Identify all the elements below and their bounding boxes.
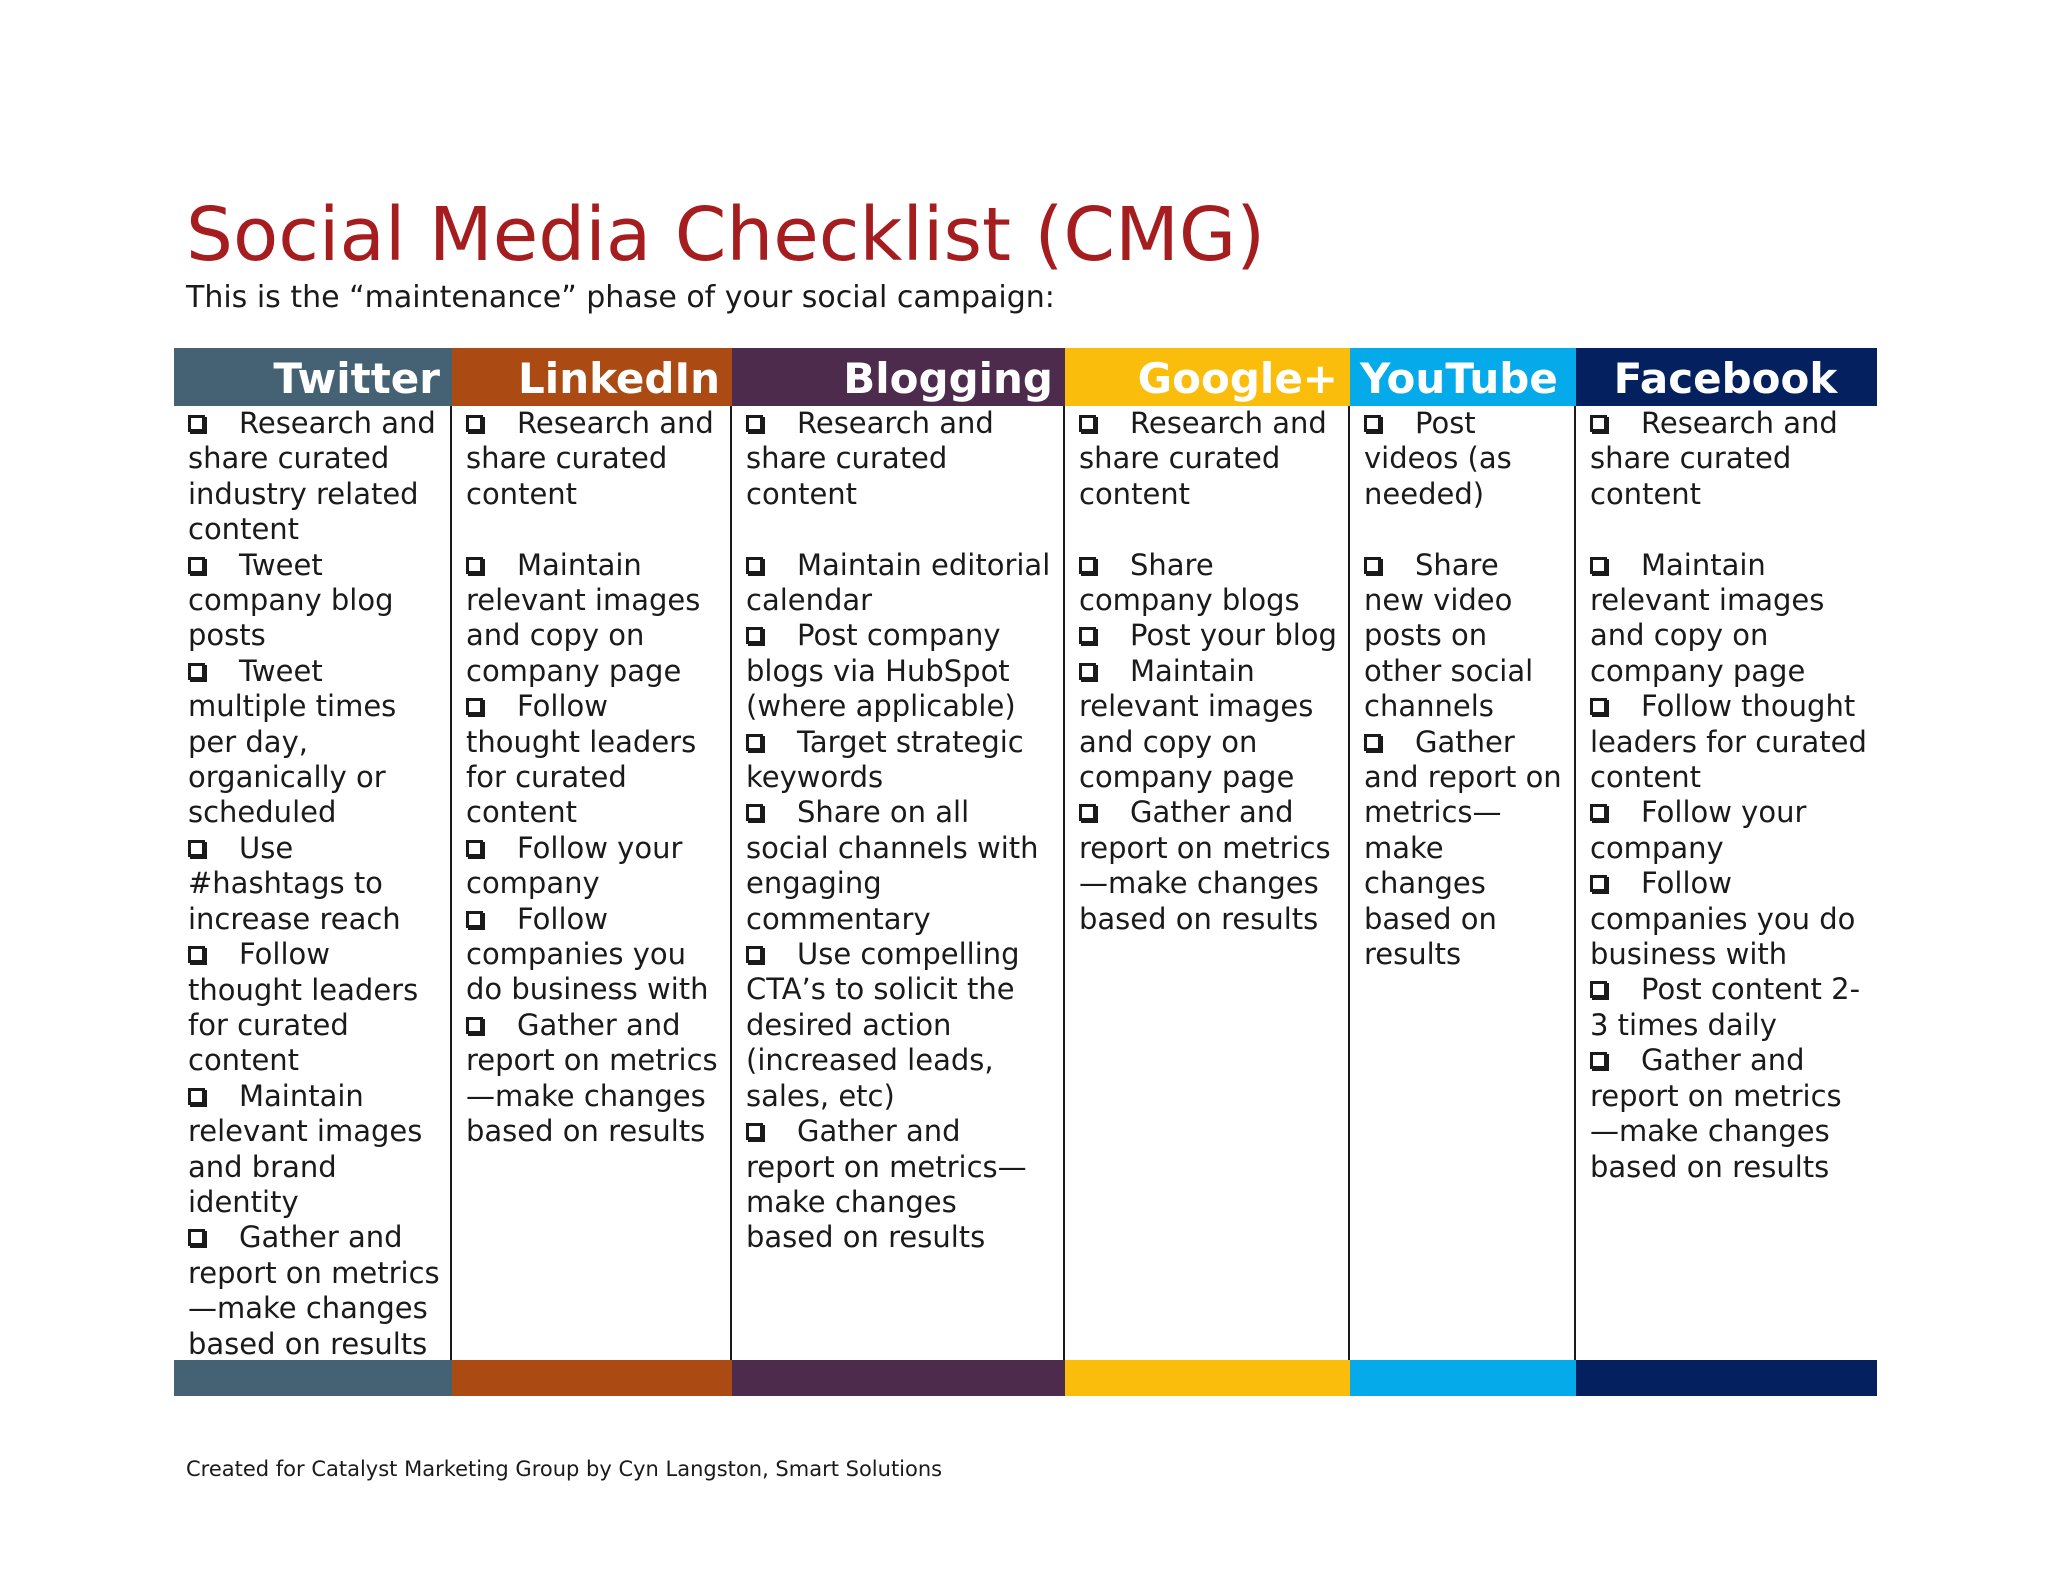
column-body-youtube xyxy=(1350,406,1576,1360)
column-header-googleplus: Google+ xyxy=(1065,348,1350,406)
column-body-facebook xyxy=(1576,406,1877,1360)
checklist-item-text: Post content 2-3 times daily xyxy=(1590,972,1861,1042)
checklist-items-youtube xyxy=(1364,406,1564,972)
checkbox-icon xyxy=(466,911,483,928)
checklist-item xyxy=(466,689,720,831)
checkbox-icon xyxy=(1590,981,1607,998)
column-twitter xyxy=(174,348,452,1396)
checkbox-icon xyxy=(188,840,205,857)
column-linkedin xyxy=(452,348,732,1396)
checklist-item-text: Follow thought leaders for curated content xyxy=(466,689,697,830)
checklist-item xyxy=(188,1220,440,1360)
checklist-item-text: Gather and report on metrics—make changes based on results xyxy=(1364,724,1562,972)
column-body-googleplus xyxy=(1065,406,1350,1360)
checklist-item-text: Share company blogs xyxy=(1079,547,1300,618)
checkbox-icon xyxy=(1364,734,1381,751)
checklist-items-twitter xyxy=(188,406,440,1360)
column-footer-youtube xyxy=(1350,1360,1576,1396)
column-header-youtube: YouTube xyxy=(1350,348,1576,406)
checklist-item-text: Use #hashtags to increase reach xyxy=(188,830,401,936)
checkbox-icon xyxy=(746,415,763,432)
checklist-item xyxy=(746,548,1053,619)
checklist-item xyxy=(1590,795,1867,866)
checklist-item xyxy=(746,725,1053,796)
checklist-item-text: Gather and report on metrics—make changes based on results xyxy=(746,1114,1027,1255)
checkbox-icon xyxy=(746,627,763,644)
checkbox-icon xyxy=(746,557,763,574)
checkbox-icon xyxy=(466,415,483,432)
checklist-item xyxy=(188,1079,440,1221)
checklist-item-text: Tweet company blog posts xyxy=(188,547,394,653)
checklist-item-text: Follow your company xyxy=(466,830,683,901)
checklist-item-text: Research and share curated content xyxy=(1079,406,1327,511)
checklist-item-text: Maintain relevant images and brand identity xyxy=(188,1078,423,1219)
column-body-twitter xyxy=(174,406,452,1360)
checklist-item-text: Post your blog xyxy=(1130,618,1337,653)
column-header-blogging: Blogging xyxy=(732,348,1065,406)
checklist-item-text: Maintain relevant images and copy on company page xyxy=(466,547,701,688)
checklist-item-text: Gather and report on metrics—make changes based on results xyxy=(188,1220,440,1360)
checkbox-icon xyxy=(466,557,483,574)
checklist-item-text: Target strategic keywords xyxy=(746,724,1024,795)
checklist-item xyxy=(466,548,720,690)
column-footer-linkedin xyxy=(452,1360,732,1396)
column-footer-twitter xyxy=(174,1360,452,1396)
checklist-item xyxy=(746,406,1053,512)
checklist-item xyxy=(188,548,440,654)
checkbox-icon xyxy=(1079,627,1096,644)
checklist-item xyxy=(1364,406,1564,512)
checklist-item xyxy=(1364,725,1564,973)
checklist-item xyxy=(188,831,440,937)
checklist-item-text: Maintain relevant images and copy on company page xyxy=(1079,653,1314,795)
checklist-item-text: Post company blogs via HubSpot (where applicable) xyxy=(746,618,1016,724)
checklist-item-text: Share new video posts on other social channels xyxy=(1364,547,1534,724)
column-footer-facebook xyxy=(1576,1360,1877,1396)
checklist-item xyxy=(466,831,720,902)
checklist-item xyxy=(466,902,720,1008)
column-header-twitter: Twitter xyxy=(174,348,452,406)
checklist-item-text: Research and share curated content xyxy=(1590,406,1838,511)
column-youtube xyxy=(1350,348,1576,1396)
checkbox-icon xyxy=(746,946,763,963)
checklist-item xyxy=(1590,1043,1867,1185)
checklist-item-text: Research and share curated content xyxy=(746,406,994,511)
checklist-item xyxy=(746,937,1053,1114)
checklist-item xyxy=(1590,548,1867,690)
checklist-items-linkedin xyxy=(466,406,720,1150)
checklist-item xyxy=(188,937,440,1079)
checklist-item-text: Research and share curated industry related content xyxy=(188,406,436,547)
checklist-item-text: Share on all social channels with engaging commentary xyxy=(746,795,1039,936)
checklist-table xyxy=(174,348,1877,1396)
checklist-item xyxy=(1590,866,1867,972)
checkbox-icon xyxy=(1590,804,1607,821)
checkbox-icon xyxy=(1590,698,1607,715)
checkbox-icon xyxy=(746,804,763,821)
checklist-item-text: Gather and report on metrics—make changes based on results xyxy=(1079,795,1331,936)
column-header-facebook: Facebook xyxy=(1576,348,1877,406)
checklist-item-text: Post videos (as needed) xyxy=(1364,406,1512,511)
checklist-item-text: Maintain editorial calendar xyxy=(746,547,1051,618)
checkbox-icon xyxy=(1079,663,1096,680)
checklist-item xyxy=(188,406,440,548)
checkbox-icon xyxy=(188,415,205,432)
column-googleplus xyxy=(1065,348,1350,1396)
checkbox-icon xyxy=(1079,415,1096,432)
column-footer-blogging xyxy=(732,1360,1065,1396)
checkbox-icon xyxy=(188,946,205,963)
checklist-item-text: Follow companies you do business with xyxy=(466,901,709,1007)
column-body-linkedin xyxy=(452,406,732,1360)
checklist-item-text: Tweet multiple times per day, organically or scheduled xyxy=(188,653,397,830)
checklist-item xyxy=(1079,548,1338,619)
checklist-item xyxy=(1364,548,1564,725)
checklist-items-googleplus xyxy=(1079,406,1338,937)
checkbox-icon xyxy=(1079,557,1096,574)
checklist-item xyxy=(746,618,1053,724)
checklist-item-text: Gather and report on metrics—make changes based on results xyxy=(1590,1043,1842,1184)
checkbox-icon xyxy=(188,1088,205,1105)
checkbox-icon xyxy=(1079,804,1096,821)
checklist-item-text: Use compelling CTA’s to solicit the desired action (increased leads, sales, etc) xyxy=(746,937,1020,1113)
checkbox-icon xyxy=(1364,557,1381,574)
checklist-item xyxy=(1079,406,1338,512)
checklist-item-text: Follow thought leaders for curated content xyxy=(188,937,419,1078)
column-header-linkedin: LinkedIn xyxy=(452,348,732,406)
column-facebook xyxy=(1576,348,1877,1396)
checklist-item-text: Maintain relevant images and copy on company page xyxy=(1590,547,1825,688)
checklist-item xyxy=(746,795,1053,937)
checkbox-icon xyxy=(188,663,205,680)
checkbox-icon xyxy=(1590,557,1607,574)
checklist-item xyxy=(746,1114,1053,1256)
checkbox-icon xyxy=(466,1017,483,1034)
column-body-blogging xyxy=(732,406,1065,1360)
checklist-item-text: Follow your company xyxy=(1590,795,1807,865)
page-title: Social Media Checklist (CMG) xyxy=(186,192,1266,278)
checkbox-icon xyxy=(466,840,483,857)
checkbox-icon xyxy=(188,557,205,574)
checkbox-icon xyxy=(746,1123,763,1140)
checklist-item-text: Follow thought leaders for curated content xyxy=(1590,689,1867,795)
column-blogging xyxy=(732,348,1065,1396)
checklist-item xyxy=(1079,654,1338,796)
checklist-items-facebook xyxy=(1590,406,1867,1185)
checkbox-icon xyxy=(188,1229,205,1246)
checkbox-icon xyxy=(1590,875,1607,892)
page-subtitle: This is the “maintenance” phase of your social campaign: xyxy=(186,280,1055,315)
checkbox-icon xyxy=(1364,415,1381,432)
checklist-item xyxy=(188,654,440,831)
checklist-item xyxy=(1590,689,1867,795)
checklist-item xyxy=(466,1008,720,1150)
checklist-item-text: Gather and report on metrics—make changes based on results xyxy=(466,1007,718,1149)
checklist-item-text: Follow companies you do business with xyxy=(1590,866,1856,972)
page-footer-credit: Created for Catalyst Marketing Group by Cyn Langston, Smart Solutions xyxy=(186,1457,943,1481)
column-footer-googleplus xyxy=(1065,1360,1350,1396)
checklist-item xyxy=(1079,618,1338,653)
checklist-item xyxy=(466,406,720,512)
checkbox-icon xyxy=(1590,415,1607,432)
checklist-item xyxy=(1590,406,1867,512)
checklist-items-blogging xyxy=(746,406,1053,1256)
checkbox-icon xyxy=(1590,1052,1607,1069)
checklist-item-text: Research and share curated content xyxy=(466,406,714,511)
checklist-item xyxy=(1590,972,1867,1043)
checkbox-icon xyxy=(746,734,763,751)
checklist-item xyxy=(1079,795,1338,937)
checkbox-icon xyxy=(466,698,483,715)
